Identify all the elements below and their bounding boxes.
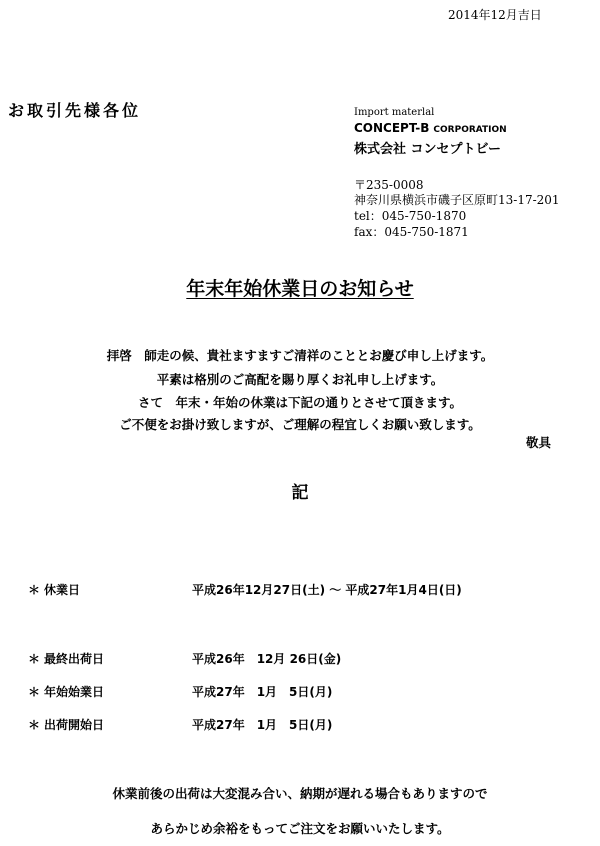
company-fax: fax：045-750-1871 bbox=[354, 225, 469, 239]
schedule-value-holiday: 平成26年12月27日(土) ～ 平成27年1月4日(日) bbox=[192, 583, 462, 597]
footer-line: あらかじめ余裕をもってご注文をお願いいたします。 bbox=[150, 821, 450, 836]
ki-heading: 記 bbox=[291, 483, 309, 503]
schedule-label-last-shipping bbox=[28, 650, 104, 667]
footer-line: 休業前後の出荷は大変混み合い、納期が遅れる場合もありますので bbox=[112, 786, 488, 801]
bullet-asterisk-icon: ＊ bbox=[28, 685, 41, 699]
body-line: 拝啓 師走の候、貴社ますますご清祥のこととお慶び申し上げます。 bbox=[106, 348, 494, 363]
company-name-suffix: CORPORATION bbox=[433, 125, 507, 135]
bullet-asterisk-icon: ＊ bbox=[28, 652, 41, 666]
schedule-label: 出荷開始日 bbox=[44, 718, 105, 732]
recipient-salutation: お取引先様各位 bbox=[8, 101, 142, 120]
body-line: ご不便をお掛け致しますが、ご理解の程宜しくお願い致します。 bbox=[119, 417, 481, 432]
company-name-japanese: 株式会社 コンセプトビー bbox=[354, 142, 502, 157]
schedule-label: 年始始業日 bbox=[44, 685, 105, 699]
schedule-value-shipping-start: 平成27年 1月 5日(月) bbox=[192, 718, 333, 732]
postal-code: 〒235-0008 bbox=[354, 178, 424, 192]
bullet-asterisk-icon: ＊ bbox=[28, 583, 41, 597]
notice-title bbox=[0, 274, 600, 301]
body-line: さて 年末・年始の休業は下記の通りとさせて頂きます。 bbox=[137, 395, 462, 410]
notice-title-text: 年末年始休業日のお知らせ bbox=[186, 278, 414, 300]
closing-keigu: 敬具 bbox=[526, 435, 552, 450]
body-line: 平素は格別のご高配を賜り厚くお礼申し上げます。 bbox=[156, 372, 444, 387]
company-tagline: Import materlal bbox=[354, 107, 435, 118]
company-name-english bbox=[354, 121, 507, 135]
company-address: 神奈川県横浜市磯子区原町13-17-201 bbox=[354, 193, 560, 207]
schedule-label-shipping-start bbox=[28, 716, 104, 733]
schedule-value-new-year-start: 平成27年 1月 5日(月) bbox=[192, 685, 333, 699]
company-name-main: CONCEPT-B bbox=[354, 121, 430, 135]
schedule-value-last-shipping: 平成26年 12月 26日(金) bbox=[192, 652, 342, 666]
bullet-asterisk-icon: ＊ bbox=[28, 718, 41, 732]
document-date: 2014年12月吉日 bbox=[448, 8, 542, 22]
schedule-label: 最終出荷日 bbox=[44, 652, 105, 666]
schedule-label-new-year-start bbox=[28, 683, 104, 700]
schedule-label-holiday bbox=[28, 581, 80, 598]
company-tel: tel：045-750-1870 bbox=[354, 209, 467, 223]
schedule-label: 休業日 bbox=[44, 583, 81, 597]
